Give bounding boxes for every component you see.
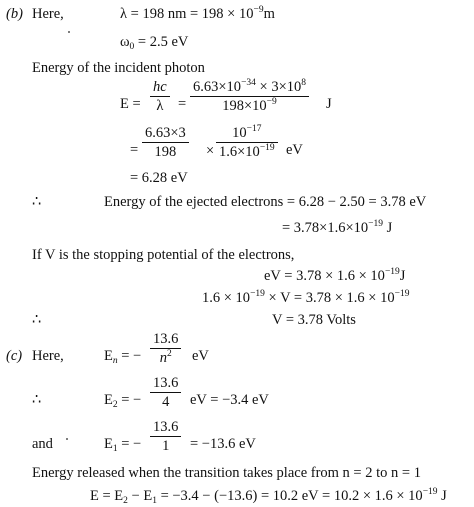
fraction-1-denominator: 198 bbox=[154, 144, 177, 160]
En-denominator: $n^2$ bbox=[159, 349, 172, 366]
stopping-potential-result: V = 3.78 Volts bbox=[272, 312, 356, 328]
ejected-energy-line: Energy of the ejected electrons = 6.28 − 2.50 = 3.78 eV bbox=[104, 194, 427, 210]
fraction-bar bbox=[150, 348, 181, 349]
final-energy-equation: $E = E_2 - E_1 = -3.4 - (-13.6) = 10.2$ eV = $10.2 \times 1.6 \times 10^{-19}$ J bbox=[90, 487, 447, 506]
E2-fraction bbox=[150, 376, 181, 410]
part-c-here: Here, bbox=[32, 348, 64, 364]
En-fraction bbox=[150, 332, 181, 366]
photon-energy-fraction bbox=[190, 80, 309, 114]
part-b-here: Here, bbox=[32, 6, 64, 22]
E1-value: = −13.6 eV bbox=[190, 436, 256, 452]
En-numerator: 13.6 bbox=[153, 331, 179, 347]
hc-over-lambda-fraction bbox=[150, 80, 170, 114]
therefore-symbol-1: ∴ bbox=[32, 194, 42, 210]
energy-released-heading: Energy released when the transition takes place from n = 2 to n = 1 bbox=[32, 465, 421, 481]
En-label: $E_n$ = − bbox=[104, 348, 142, 366]
E2-label: $E_2$ = − bbox=[104, 392, 142, 410]
photon-energy-result: = 6.28 eV bbox=[130, 170, 188, 186]
wavelength-equation: λ = 198 nm = $198 \times 10^{-9}m$ bbox=[120, 5, 275, 22]
power-fraction bbox=[216, 126, 278, 160]
photon-energy-numerator: $6.63\times 10^{-34} \times 3\times 10^8$ bbox=[193, 78, 307, 95]
voltage-equation: $1.6 \times 10^{-19} \times V = 3.78 \times 1.6 \times 10^{-19}$ bbox=[202, 289, 410, 306]
E2-value: eV = −3.4 eV bbox=[190, 392, 269, 408]
fraction-bar bbox=[150, 96, 170, 97]
scan-speck bbox=[68, 31, 70, 33]
ev-unit-2: eV bbox=[192, 348, 209, 364]
fraction-bar bbox=[150, 436, 181, 437]
numeric-fraction-1 bbox=[142, 126, 189, 160]
ev-unit-1: eV bbox=[286, 142, 303, 158]
equals-sign-1: = bbox=[178, 96, 187, 112]
part-b-label: (b) bbox=[6, 6, 23, 22]
E2-numerator: 13.6 bbox=[153, 375, 179, 391]
fraction-1-numerator: 6.63×3 bbox=[145, 125, 186, 141]
work-function-equation: $\omega_0 = 2.5$ eV bbox=[120, 34, 189, 52]
power-fraction-numerator: $10^{-17}$ bbox=[232, 124, 262, 141]
therefore-symbol-3: ∴ bbox=[32, 392, 42, 408]
stopping-potential-heading: If V is the stopping potential of the electrons, bbox=[32, 247, 295, 263]
photon-energy-denominator: $198\times 10^{-9}$ bbox=[222, 97, 277, 114]
E1-fraction bbox=[150, 420, 181, 454]
therefore-symbol-2: ∴ bbox=[32, 312, 42, 328]
times-sign: × bbox=[206, 143, 215, 159]
eV-equation: eV = $3.78 \times 1.6 \times 10^{-19}J$ bbox=[264, 267, 406, 284]
E1-label: $E_1$ = − bbox=[104, 436, 142, 454]
photon-energy-heading: Energy of the incident photon bbox=[32, 60, 205, 76]
joule-unit-1: J bbox=[326, 96, 332, 112]
fraction-bar bbox=[142, 142, 189, 143]
E1-denominator: 1 bbox=[162, 438, 170, 454]
equals-sign-2: = bbox=[130, 142, 139, 158]
ejected-energy-joules: = $3.78\times 1.6\times 10^{-19}$ J bbox=[282, 219, 393, 236]
E2-denominator: 4 bbox=[162, 394, 170, 410]
power-fraction-denominator: $1.6\times 10^{-19}$ bbox=[219, 143, 275, 160]
hc-numerator: hc bbox=[153, 79, 167, 95]
fraction-bar bbox=[190, 96, 309, 97]
lambda-denominator: λ bbox=[156, 98, 164, 114]
and-label: and bbox=[32, 436, 53, 452]
E1-numerator: 13.6 bbox=[153, 419, 179, 435]
scan-speck bbox=[66, 438, 68, 440]
part-c-label: (c) bbox=[6, 348, 23, 364]
fraction-bar bbox=[150, 392, 181, 393]
energy-E-label: E = bbox=[120, 96, 141, 112]
